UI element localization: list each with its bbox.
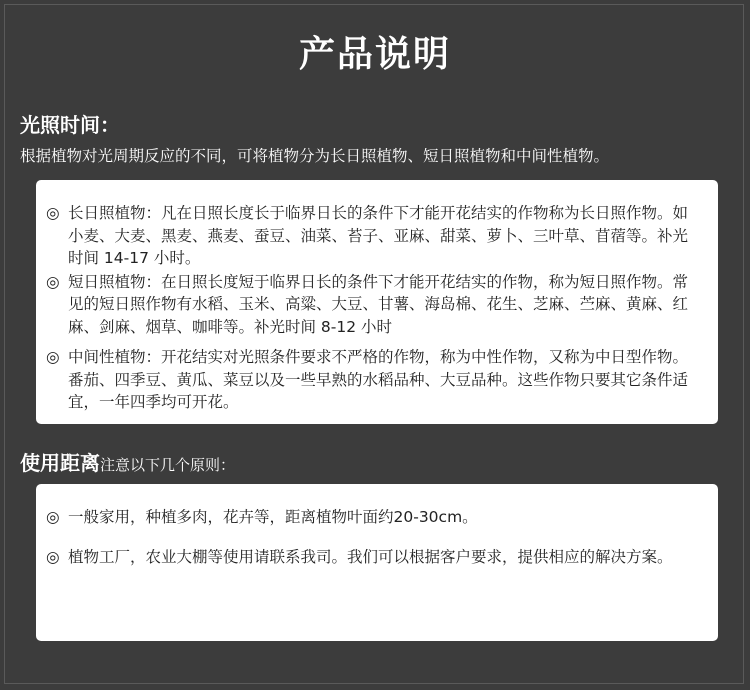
list-item-day-neutral bbox=[46, 346, 698, 414]
list-item-factory-use bbox=[46, 546, 698, 569]
section-intro: 根据植物对光周期反应的不同，可将植物分为长日照植物、短日照植物和中间性植物。 bbox=[20, 147, 610, 165]
list-item-short-day bbox=[46, 271, 698, 339]
list-item-text: 植物工厂，农业大棚等使用请联系我司。我们可以根据客户要求，提供相应的解决方案。 bbox=[68, 547, 673, 566]
bullet-icon: ◎ bbox=[46, 547, 60, 566]
list-item-text: 短日照植物：在日照长度短于临界日长的条件下才能开花结实的作物，称为短日照作物。常见的短日照作物有水稻、玉米、高粱、大豆、甘薯、海岛棉、花生、芝麻、苎麻、黄麻、红麻、剑麻、烟草、咖啡等。补光时间 8-12 小时 bbox=[68, 272, 689, 336]
section-heading-light-time: 光照时间： bbox=[20, 113, 120, 137]
list-item-home-use bbox=[46, 506, 698, 529]
list-item-long-day bbox=[46, 202, 698, 270]
section-subheading: 注意以下几个原则： bbox=[100, 456, 236, 474]
bullet-icon: ◎ bbox=[46, 348, 60, 366]
list-item-text: 一般家用，种植多肉，花卉等，距离植物叶面约20-30cm。 bbox=[68, 508, 478, 526]
distance-card bbox=[36, 484, 718, 641]
list-item-text: 中间性植物：开花结实对光照条件要求不严格的作物，称为中性作物，又称为中日型作物。番茄、四季豆、黄瓜、菜豆以及一些早熟的水稻品种、大豆品种。这些作物只要其它条件适宜，一年四季均可开花。 bbox=[68, 348, 689, 411]
section-heading-distance bbox=[20, 447, 235, 476]
light-time-card bbox=[36, 180, 718, 424]
list-item-text: 长日照植物：凡在日照长度长于临界日长的条件下才能开花结实的作物称为长日照作物。如小麦、大麦、黑麦、燕麦、蚕豆、油菜、苔子、亚麻、甜菜、萝卜、三叶草、苜蓿等。补光时间 14-17 小时。 bbox=[68, 204, 689, 267]
bullet-icon: ◎ bbox=[46, 508, 60, 526]
bullet-icon: ◎ bbox=[46, 204, 60, 222]
page-title: 产品说明 bbox=[298, 33, 451, 75]
bullet-icon: ◎ bbox=[46, 272, 60, 291]
section-heading-text: 使用距离 bbox=[20, 451, 100, 475]
